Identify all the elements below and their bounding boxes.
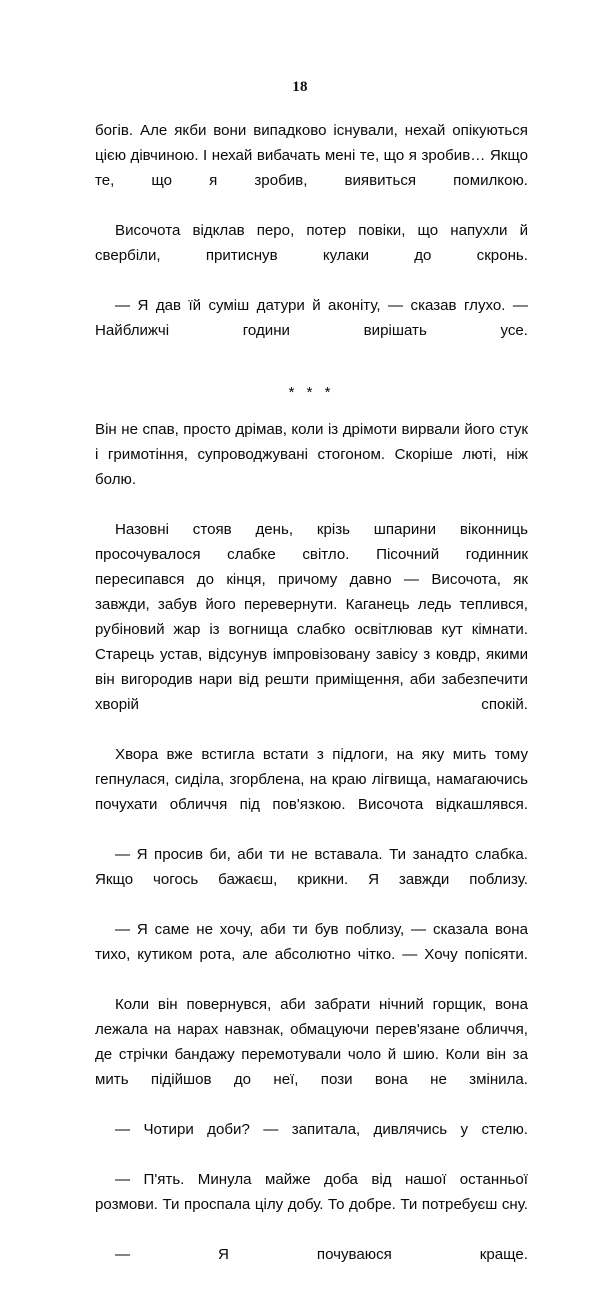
body-paragraph: Височота відклав перо, потер повіки, що напухли й свербіли, притиснув кулаки до скронь. xyxy=(95,222,528,264)
body-paragraph: Коли він повернувся, аби забрати нічний горщик, вона лежала на нарах навзнак, обмацуючи перев'язане обличчя, де стрічки бандажу перемотували чоло й шию. Коли він за мить підійшов до неї, пози вона не змінила. xyxy=(95,996,528,1088)
body-paragraph: — П'ять. Минула майже доба від нашої останньої розмови. Ти проспала цілу добу. То добре. Ти потребуєш сну. xyxy=(95,1171,528,1213)
page-number: 18 xyxy=(292,79,308,95)
scene-separator: * * * xyxy=(288,384,335,401)
body-paragraph: — Я дав їй суміш датури й аконіту, — сказав глухо. — Найближчі години вирішать усе. xyxy=(95,297,528,339)
separator-spacing xyxy=(95,368,528,380)
body-paragraph: Він не спав, просто дрімав, коли із дрімоти вирвали його стук і гримотіння, супроводжувані стогоном. Скоріше люті, ніж болю. xyxy=(95,421,528,488)
body-paragraph: — Я почуваюся краще. xyxy=(115,1246,528,1263)
body-paragraph: богів. Але якби вони випадково існували, нехай опікуються цією дівчиною. І нехай вибачать мені те, що я зробив… Якщо те, що я зробив, виявиться помилкою. xyxy=(95,122,528,189)
separator-spacing xyxy=(95,405,528,417)
body-paragraph: Назовні стояв день, крізь шпарини віконниць просочувалося слабке світло. Пісочний годинник пересипався до кінця, причому давно — Височота, як завжди, забув його перевернути. Каганець ледь теплився, рубіновий жар із вогнища слабко освітлював кут кімнати. Старець устав, відсунув імпровізовану завісу з ковдр, якими він вигородив нари від решти приміщення, аби забезпечити хворій спокій. xyxy=(95,521,528,713)
body-text-block xyxy=(95,118,528,1292)
body-paragraph: — Я просив би, аби ти не вставала. Ти занадто слабка. Якщо чогось бажаєш, крикни. Я завжди поблизу. xyxy=(95,846,528,888)
body-paragraph: Хвора вже встигла встати з підлоги, на яку мить тому гепнулася, сиділа, згорблена, на краю лігвища, намагаючись почухати обличчя під пов'язкою. Височота відкашлявся. xyxy=(95,746,528,813)
body-paragraph: — Чотири доби? — запитала, дивлячись у стелю. xyxy=(115,1121,528,1138)
body-paragraph: — Я саме не хочу, аби ти був поблизу, — сказала вона тихо, кутиком рота, але абсолютно чітко. — Хочу попісяти. xyxy=(95,921,528,963)
